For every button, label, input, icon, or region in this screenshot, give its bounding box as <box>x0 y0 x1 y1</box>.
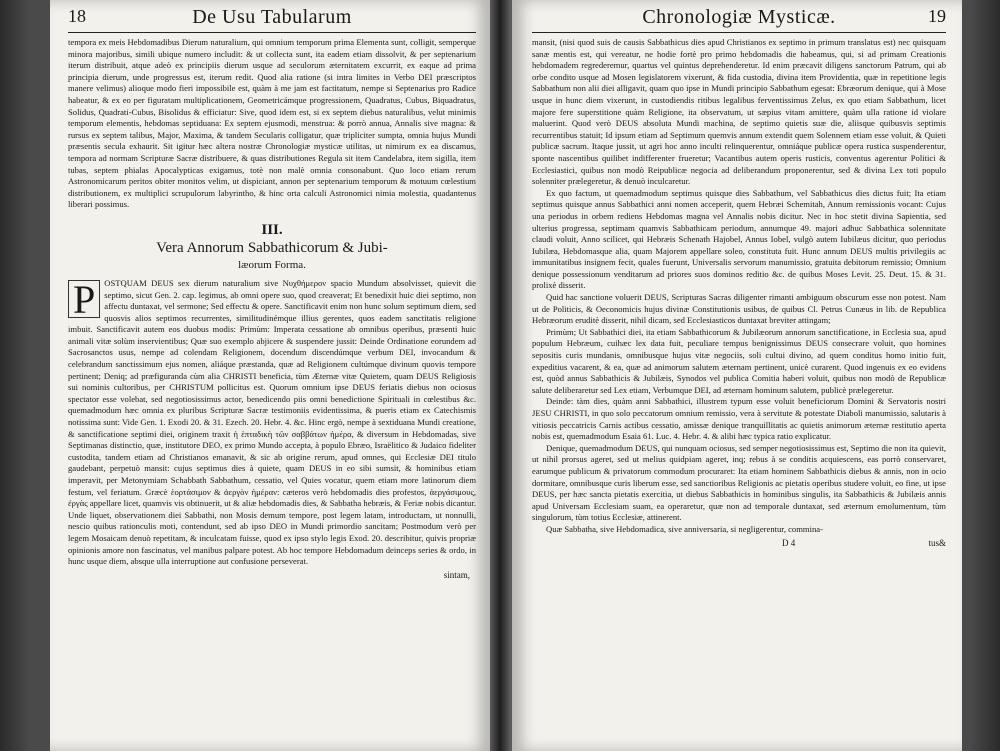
right-paragraph-3: Quid hac sanctione voluerit DEUS, Scripturas Sacras diligenter rimanti ambiguum obscurum esse non potest. Nam ut de Politicis, & Oeconomicis hujus divinæ Constitutionis usibus, de quibus Cl. Petrus Cunæus in lib. de Republica Hebræorum eruditè disserit, nihil dicam, sed Ecclesiasticos duntaxat breviter attingam; <box>532 292 946 326</box>
section-title-line-1: Vera Annorum Sabbathicorum & Jubi- <box>156 239 388 256</box>
right-running-title: Chronologiæ Mysticæ. <box>642 6 836 28</box>
right-page-body <box>532 37 946 552</box>
section-numeral: III. <box>261 221 283 238</box>
right-page <box>512 0 962 751</box>
left-catchword: sintam, <box>443 569 470 580</box>
signature-mark: D 4 <box>782 537 796 548</box>
right-page-number: 19 <box>928 6 946 26</box>
right-paragraph-5: Deinde: tàm dies, quàm anni Sabbathici, illustrem typum esse voluit beneficiorum Domini & Servatoris nostri JESU CHRISTI, in quo solo peccatorum omnium remissio, vera à servitute & potestate Diaboli manumissio, salutaris à vitiosis peccatricis Carnis actibus cessatio, amissæ denique tranquillitatis ac quietis animorum æternæ restitutio aperta nobis est, quemadmodum Esaia 61. Luc. 4. Hebr. 4. & alibi hæc typica ratio explicatur. <box>532 396 946 442</box>
section-heading <box>68 221 476 272</box>
drop-cap-initial: P <box>68 280 100 318</box>
right-paragraph-1: mansit, (nisi quod suis de causis Sabbathicus dies apud Christianos ex septimo in primum translatus est) nec quisquam sanæ mentis est, qui vereatur, ne hodie fortè pro primo hebdomadis die habeamus, qui, si ad primam Creationis hebdomadem regrederemur, quartus vel quintus deprehenderetur. Id enim præcavit diligens sanctorum Patrum, qui ab orbe condito usque ad Mosen legislatorem vixerunt, & fida custodia, divina item Providentia, quæ in repetitione legis Sabbathum non alii diei alligavit, quam quo ipse in Mundi principio Sabbathum egesat: Ebræorum denique, qui à Mose usque in hunc diem vixerunt, in custodiendis ritibus legalibus ferventissimus Zelus, ex quo etiam Sabbathum, licet majore fere superstitione quàm Religione, ita observatum, ut sæpius vitam amittere, quàm ulla ratione id violare maluerint. Quod verò DEUS absoluta Mundi machina, de septimo quietis suæ die, aliisque quibusvis septimis recurrentibus statuit; Id ipsum etiam ad Septimum quemvis annum extendit quem Solennem etiam esse voluit, & Quieti publicæ sacrum. Itaque jussit, ut agri hoc anno inculti relinquerentur, omniáque publicæ opera rustica suspenderentur, sponte nascentibus quilibet indifferenter frueretur; Vacantibus autem operis rusticis, conventus agerentur Politici & Ecclesiastici, quibus non modò Reipublicæ negocia ad deliberandum proponerentur, sed & divina Lex toti populo solenniter prælegeretur, & denuò inculcaretur. <box>532 37 946 187</box>
right-page-footer <box>532 538 946 552</box>
left-paragraph-2: OSTQUAM DEUS sex dierum naturalium sive Νυχθήμερον spacio Mundum absolvisset, quievit die septimo, sicut Gen. 2. cap. legimus, ab omni opere suo, quod creaverat; Et benedixit huic diei septimo, non affectu duntaxat, vel sermone; Sed effectu & opere. Sanctificavit enim non hunc solum septimum diem, sed quosvis alios septimos recurrentes, similitudinémque illius gerentes, quos eadem sanctitatis religione imbuit. Sanctificavit autem eos duobus modis: Primùm: Imperata cessatione ab omnibus operibus, præsenti huic animali vitæ solùm inservientibus; Quæ suo exemplo abjicere & suspendere jussit: Deinde Ordinatione eorundem ad Sacrosanctos usus, nempe ad colendam Religionem, docendum discendúmque verbum DEI, invocandum & celebrandum sanctissimum ejus nomen, aliáque præstanda, quæ ad Religionem cultúmque divinum quovis tempore pertinent; Deniq; ad præfigurandа cùm alia CHRISTI beneficia, tùm Æternæ vitæ Quietem, quam DEUS Religiosis sui nominis cultoribus, per CHRISTUM pollicitus est. Quorum omnium ipse DEUS feriatis diebus non ociosus spectator esse volebat, sed negotiosissimus actor, benedicendo piis omni benedictione Spirituali in cœlestibus &c. quemadmodum hæc omnia ex pluribus Scripturæ Sacræ testimoniis evidentissima, & pueris etiam ex Catechismis notissima sunt: Vide Gen. 1. Exodi 20. & 31. Ezech. 20. Hebr. 4. &c. Hinc ergò, nempe à sextiduana Mundi creatione, & sanctificatione septimi diei, originem traxit ἡ ἑπταδικὴ τῶν σαββάτων ἡμέρα, & diversum in Hebdomadas, sive Septimanas distinctio, quæ, institutore DEO, ex primo Mundo accepta, à populo Ebræo, Israëlitico & Judaico fideliter custodita, tandem etiam ad Christianos emanavit, & sic ab origine rerum, apud omnes, qui Ecclesiæ DEI titulo gaudebant, perpetuò mansit: cujus septimus dies à quiete, quam DEUS in eo sibi sumsit, & hominibus etiam imperavit, per Metonymiam Schabbath Sabbathum, cessatio, vel Quies vocatur, quem etiam more latinorum diem festum, vel feriatum. Græcè ἑορτάσιμον & ἀεργὸν ἡμέραν: cæteros verò hebdomadis dies profestos, ἀεργάσιμους, ἐργὰς appellare licet, quamvis vis obtinuerit, ut & aliæ hebdomadis dies, & Sabbatha hebræis, & Feriæ nobis dicantur. Unde liquet, observationem diei Sabbathi, non Mosis demum tempore, post legem latam, introductam, ut nonnulli, nescio quibus rationculis moti, contendunt, sed ab ipso DEO in Mundi primordio sancitam; Postmodum verò per legem Mosaicam denuò repetitam, & inculcatam fuisse, quod ex ipso stylo legis Exod. 20. describitur, quivis propriæ opinionis amore non fascinatus, vel manibus palpare potest. Ab hoc tempore Hebdomadum deinceps series & ordo, in hunc usque diem, absque ulla interruptione aut confusione perseverat. <box>68 277 476 567</box>
left-page-body <box>68 37 476 580</box>
left-page <box>50 0 490 751</box>
right-paragraph-6: Denique, quemadmodum DEUS, qui nunquam ociosus, sed semper negotiosissimus est, Septimo die non ita quievit, ut nihil prorsus ageret, sed ut melius quidpiam ageret, inq; rebus à se conditis acquiescens, eas porrò conservaret, earumque publicum & privatorum commodum procuraret: Ita etiam hominem Sabbathicis diebus & annis, non in ocio dormitare, omnibusque curis liberum esse, sed sanctioribus Religionis ac pietatis operibus studere voluit, eo fine, ut ipse DEUS, per hæc sancta pietatis exercitia, ut diebus Sabbathicis in hominibus singulis, ita Sabbathicis & Jubilæis annis apud Universam Ecclesiam suam, ea operaretur, quæ non ad temporale duntaxat, sed æternum emolumentum, tùm singulorum, tùm totius Ecclesiæ, attinerent. <box>532 442 946 523</box>
right-paragraph-4: Primùm; Ut Sabbathici diei, ita etiam Sabbathicorum & Jubilæorum annorum sanctificatione, in Ecclesia sua, apud populum Hebræum, cuihæc lex data fuit, peculiare tempus benignissimus DEUS consecrare voluit, quo homines sepositis curis mundanis, omnibusque hujus vitæ negociis, soli cultui divino, ad quem conditus homo initio fuit, expeditius vacarent, & ea, quæ ad animorum salutem æternam pertinent, unicè curarent. Quod ingenuis ex eo evidens est, quòd annus Sabbathicis & Jubilæis, Synodos vel publica Comitia haberi voluit, quibus non modò de Republicæ salute deliberaretur sed Lex etiam, Verbumque DEI, ad æternam hominum salutem, publicè prælegeretur. <box>532 326 946 395</box>
left-running-title: De Usu Tabularum <box>192 6 352 28</box>
left-paragraph-1: tempora ex meis Hebdomadibus Dierum naturalium, qui omnium temporum prima Elementa sunt, colligit, semperque minora majoribus, simili ubique numero includit: & ut collecta sunt, ita eadem etiam dissolvit, & per septenarium iterum distribuit, atque adeò ex principiis dierum usque ad seculorum æternitatem excurrit, ex eaque ad prima principia dierum, unde progressus est, iterum redit. Quod alia ratione (si intra limites in Verbo DEI præscriptos manere velimus) alioque modo fieri impossibile est, quàm à me jam est factitatum, nempe si Septenarius pro Radice habeatur, & ex eo per figuratam multiplicationem, Geometricámque progressionem, Quadratus, Cubus, Biquadratus, Solidus, Quadrati-Cubus, Bisolidus & efficiatur: Sive, quod idem est, si ex septem diebus naturalibus, velut minimis temporum elementis, hebdomas septiduana: Ex septem ejusmodi, menstrua: & porrò annua, Annalis sive magna: & rursus ex septem talibus, Major, Maxima, & tandem Secularis colligatur, quæ tripliciter sumpta, omnia hujus Mundi præsentis secula exhaurit. Sit igitur hæc altera nostræ Chronologiæ mysticæ utilitas, ut nimirum ex ea discamus, tempora ad normam Scripturæ Sacræ distribuere, & quas distributiones Regula sit item Candelabra, item sigilla, item tubas, septem phialas Apocalypticas exigamus, totè non malè omnia consonabunt. Quo loco etiam rerum Astronomicarum peritos obiter monitos velim, ut dispiciant, annon per septenarium temporum & motuum cœlestium distributionem, ex multiplici scrupulorum labyrintho, & hinc orta calculi Astronomici nimia molestia, quadantenus liberari possimus. <box>68 37 476 210</box>
right-catchword: tus& <box>928 537 946 548</box>
right-paragraph-2: Ex quo factum, ut quemadmodum septimus quisque dies Sabbathum, vel Sabbathicus dies dictus fuit; Ita etiam septimus quisque annus Sabbathici anni nomen acceperit, quem Hebræi Schemitah, Annum remissionis vocant: Cujus una periodus in orbem rediens Hebdomas magna vel Annalis nobis dicitur. Nec in hoc stetit divina Sapientia, sed ulterius progressa, septimam quamvis Sabbathicam periodum, annumque 49. majori adhuc Sabbathica solennitate claudi voluit, Anno scilicet, qui Hebræis Schenath Hajobel, Annus Iobel, vulgò autem Iubilæus dicitur, quo periodus Iubilæa, Hebdomasque alia, quam Majorem appellare soleo, constituta fuit. Hunc annum DEUS multis privilegiis ac immunitatibus insignem fecit, quales fuerunt, Universalis servorum manumissio, gratuita debitorum remissio; Omnium denique possessionum venditarum ad priores suos dominos reditio &c. de quibus Moses Levit. 25. Deut. 15. & 31. prolixè disserit. <box>532 187 946 291</box>
right-paragraph-7: Quæ Sabbatha, sive Hebdomadica, sive anniversaria, si negligerentur, commina- <box>546 523 823 534</box>
left-page-header <box>68 6 476 33</box>
left-page-number: 18 <box>68 6 86 26</box>
right-page-header <box>532 6 946 33</box>
section-title-line-2: læorum Forma. <box>238 258 306 271</box>
